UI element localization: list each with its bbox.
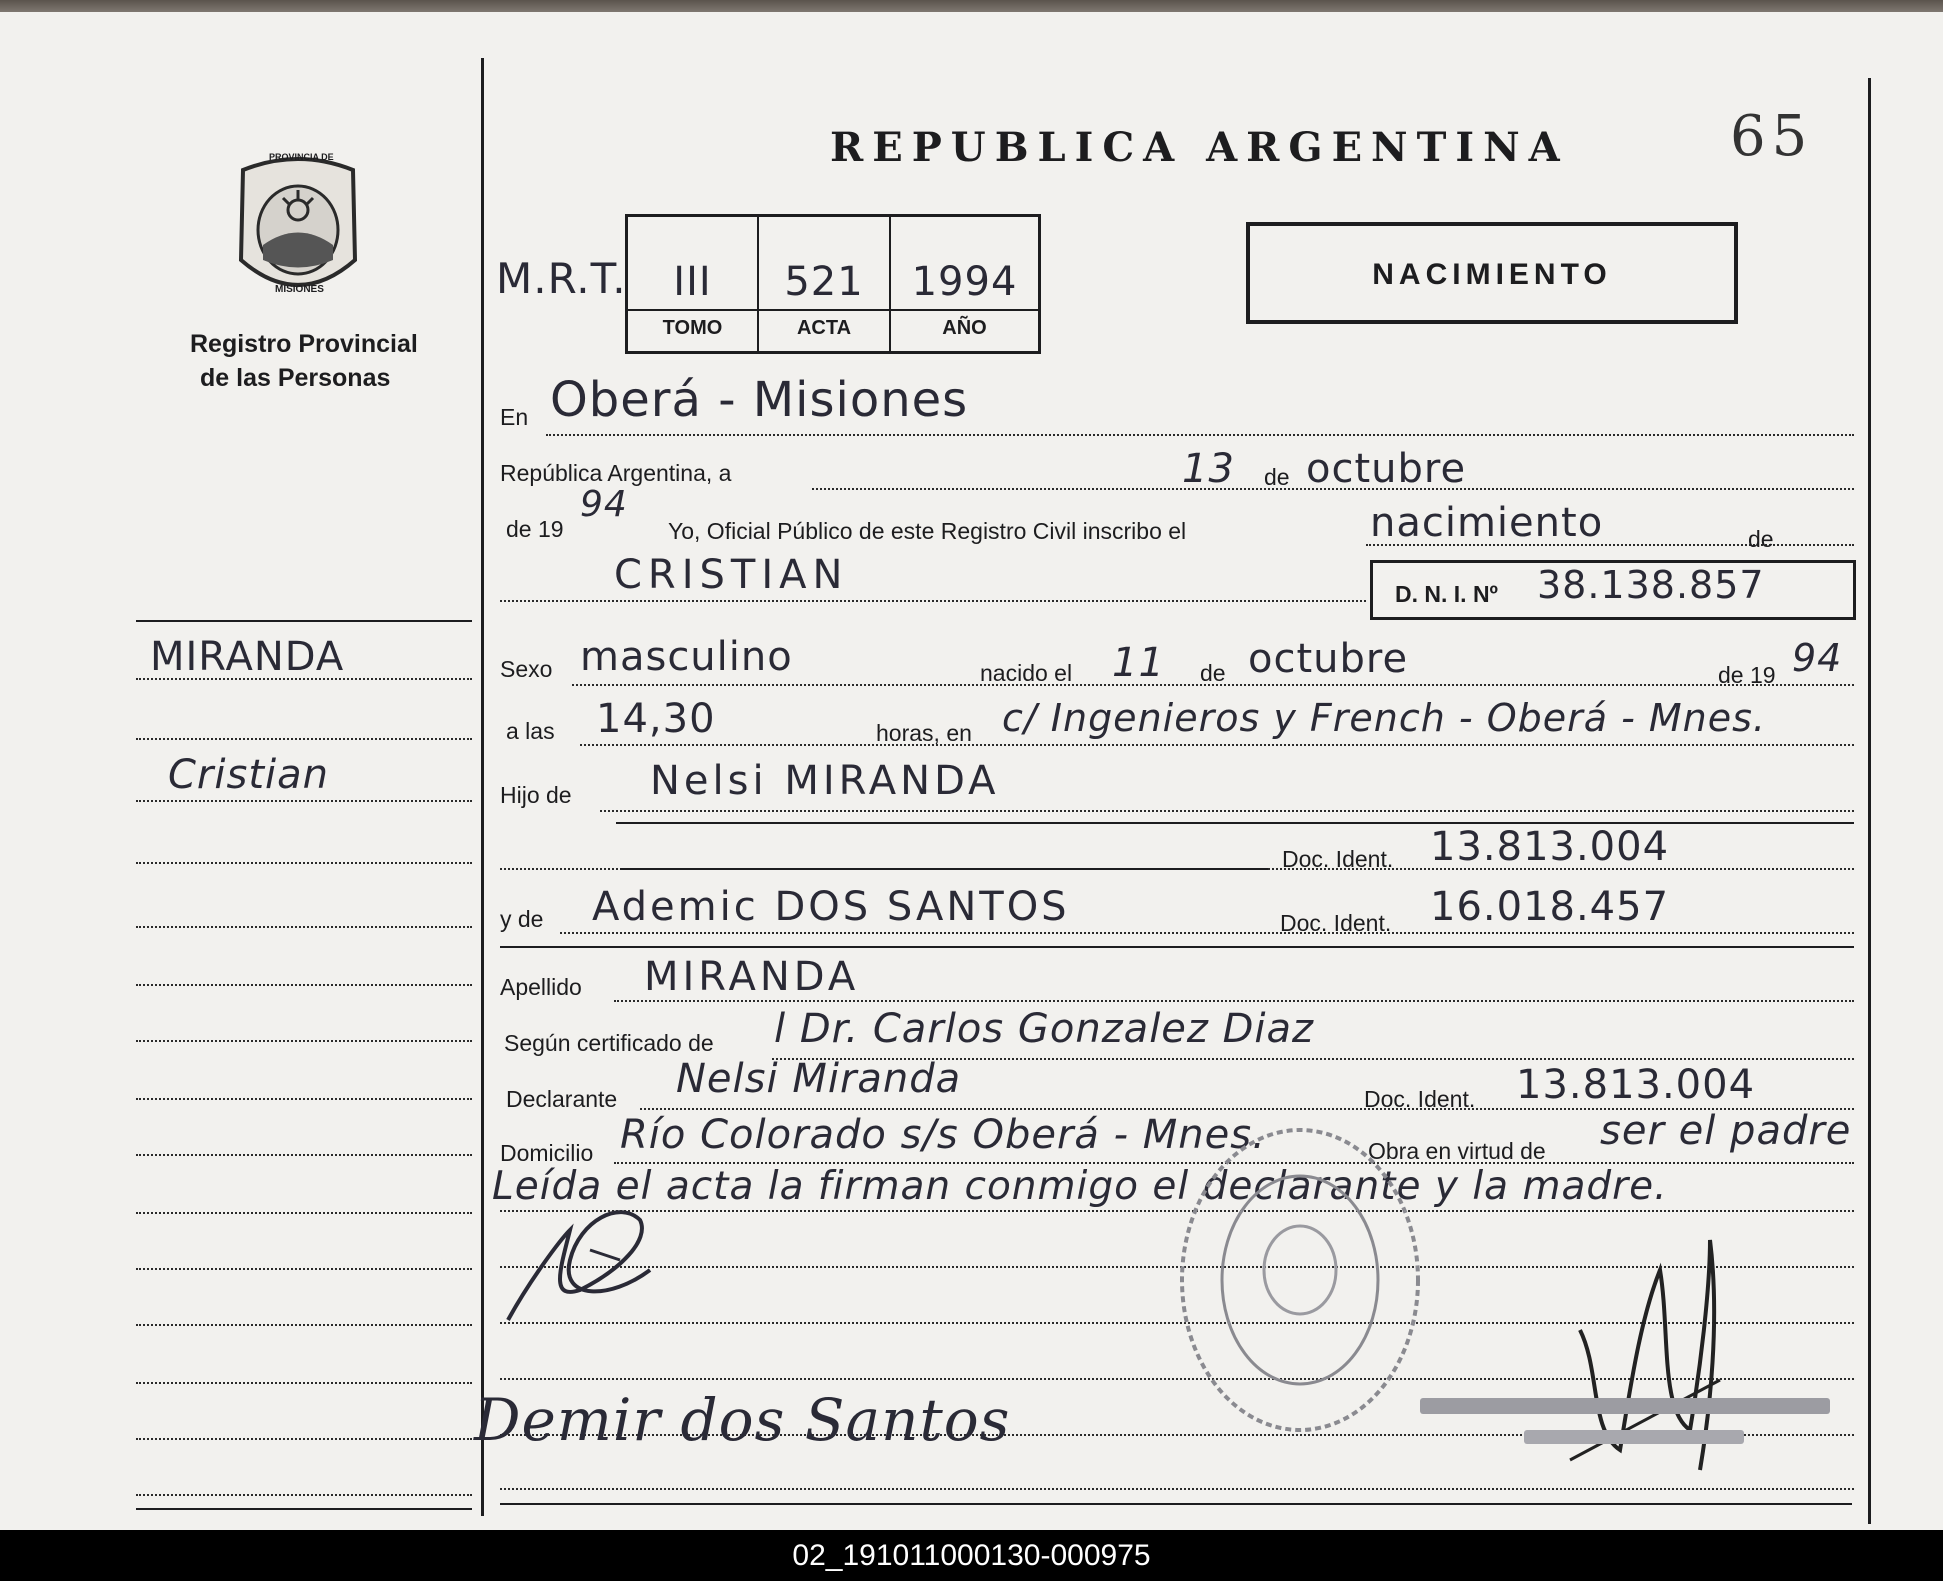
father-name: Ademic DOS SANTOS xyxy=(592,884,1070,930)
domicilio-value: Río Colorado s/s Oberá - Mnes. xyxy=(620,1112,1266,1158)
anio-label: AÑO xyxy=(942,317,987,339)
official-stamp xyxy=(1170,1120,1430,1445)
birth-year-prefix: de 19 xyxy=(1718,662,1776,688)
de-label-2: de xyxy=(1748,526,1774,552)
certificado-value: l Dr. Carlos Gonzalez Diaz xyxy=(774,1006,1315,1052)
en-line xyxy=(546,434,1854,436)
father-line xyxy=(560,932,1854,934)
record-day: 13 xyxy=(1182,446,1235,492)
divider-vertical xyxy=(481,58,484,1516)
margin-line xyxy=(136,1212,472,1214)
obra-label: Obra en virtud de xyxy=(1368,1138,1546,1164)
margin-given-name: Cristian xyxy=(168,752,329,798)
declarante-doc-label: Doc. Ident. xyxy=(1364,1086,1476,1112)
record-type-box xyxy=(1246,222,1738,324)
dni-label: D. N. I. Nº xyxy=(1395,581,1498,607)
margin-line xyxy=(136,1268,472,1270)
father-doc: 16.018.457 xyxy=(1430,884,1670,930)
registry-name-line1: Registro Provincial xyxy=(190,330,418,358)
certificado-label: Según certificado de xyxy=(504,1030,714,1056)
declarante-value: Nelsi Miranda xyxy=(676,1056,962,1102)
record-type-label: NACIMIENTO xyxy=(1372,258,1612,291)
margin-line xyxy=(136,800,472,802)
father-doc-label: Doc. Ident. xyxy=(1280,910,1392,936)
witness-signature: Demir dos Santos xyxy=(474,1386,1011,1454)
birth-month: octubre xyxy=(1248,636,1409,682)
child-name: CRISTIAN xyxy=(614,552,849,598)
declarant-signature xyxy=(500,1200,680,1335)
margin-line xyxy=(136,1494,472,1496)
margin-line xyxy=(136,1382,472,1384)
de-label: de xyxy=(1264,464,1290,490)
anio-value: 1994 xyxy=(911,259,1018,305)
registry-name-line2: de las Personas xyxy=(200,364,391,392)
margin-line xyxy=(136,926,472,928)
mother-doc-label: Doc. Ident. xyxy=(1282,846,1394,872)
dni-value: 38.138.857 xyxy=(1537,563,1765,607)
table-rule xyxy=(628,309,1038,311)
margin-line xyxy=(136,1154,472,1156)
apellido-value: MIRANDA xyxy=(644,954,860,1000)
a-las-label: a las xyxy=(506,718,555,744)
inscribe-value: nacimiento xyxy=(1370,500,1604,546)
provincial-seal xyxy=(233,150,363,302)
hour-line xyxy=(580,744,1854,746)
acta-value: 521 xyxy=(784,259,864,305)
seal-text-bottom: MISIONES xyxy=(275,284,324,295)
blank-line xyxy=(500,1488,1854,1490)
declarante-label: Declarante xyxy=(506,1086,618,1112)
page-number: 65 xyxy=(1730,104,1814,169)
tomo-value: III xyxy=(673,259,712,305)
republica-label: República Argentina, a xyxy=(500,460,732,486)
hijo-label: Hijo de xyxy=(500,782,572,808)
father-underline xyxy=(500,946,1854,948)
margin-line xyxy=(136,1324,472,1326)
closing-statement: Leída el acta la firman conmigo el declarante y la madre. xyxy=(492,1164,1668,1209)
page-title: REPUBLICA ARGENTINA xyxy=(830,124,1569,171)
margin-line xyxy=(136,862,472,864)
official-name-stamp xyxy=(1420,1390,1830,1460)
seal-text-top: PROVINCIA DE xyxy=(269,152,334,162)
file-id-strip xyxy=(0,1530,1943,1581)
mother-doc-underline xyxy=(620,868,1268,870)
margin-bottom-rule xyxy=(136,1508,472,1510)
horas-label: horas, en xyxy=(876,720,972,746)
file-id: 02_191011000130-000975 xyxy=(792,1539,1151,1572)
mother-doc: 13.813.004 xyxy=(1430,824,1670,870)
acta-label: ACTA xyxy=(796,317,852,339)
sexo-value: masculino xyxy=(580,634,793,680)
mother-name: Nelsi MIRANDA xyxy=(650,758,1000,804)
margin-line xyxy=(136,678,472,680)
child-name-line xyxy=(500,600,1366,602)
nacido-label: nacido el xyxy=(980,660,1073,686)
year-prefix-label: de 19 xyxy=(506,516,564,542)
y-de-label: y de xyxy=(500,906,544,932)
main-bottom-rule xyxy=(500,1503,1852,1505)
dni-box xyxy=(1370,560,1856,620)
birth-hour: 14,30 xyxy=(596,696,716,742)
apellido-line xyxy=(614,1000,1854,1002)
margin-line xyxy=(136,1098,472,1100)
hijo-line xyxy=(600,810,1854,812)
obra-value: ser el padre xyxy=(1600,1108,1852,1154)
frame-right xyxy=(1868,78,1871,1524)
domicilio-label: Domicilio xyxy=(500,1140,594,1166)
margin-top-rule xyxy=(136,620,472,622)
en-label: En xyxy=(500,404,529,430)
record-month: octubre xyxy=(1306,446,1467,492)
tomo-label: TOMO xyxy=(662,317,723,339)
record-year-suffix: 94 xyxy=(580,484,628,525)
margin-line xyxy=(136,1438,472,1440)
registration-table xyxy=(625,214,1041,354)
birth-day: 11 xyxy=(1112,640,1165,686)
declarante-doc: 13.813.004 xyxy=(1516,1062,1756,1108)
margin-line xyxy=(136,1040,472,1042)
registrar-statement: Yo, Oficial Público de este Registro Civil inscribo el xyxy=(668,518,1187,544)
birth-year-suffix: 94 xyxy=(1792,636,1843,680)
apellido-label: Apellido xyxy=(500,974,582,1000)
de-label-3: de xyxy=(1200,660,1226,686)
en-value: Oberá - Misiones xyxy=(550,372,969,428)
margin-line xyxy=(136,984,472,986)
margin-surname: MIRANDA xyxy=(150,634,345,680)
birth-place: c/ Ingenieros y French - Oberá - Mnes. xyxy=(1002,696,1767,740)
registration-prefix: M.R.T. xyxy=(496,254,627,303)
margin-line xyxy=(136,738,472,740)
sexo-label: Sexo xyxy=(500,656,553,682)
